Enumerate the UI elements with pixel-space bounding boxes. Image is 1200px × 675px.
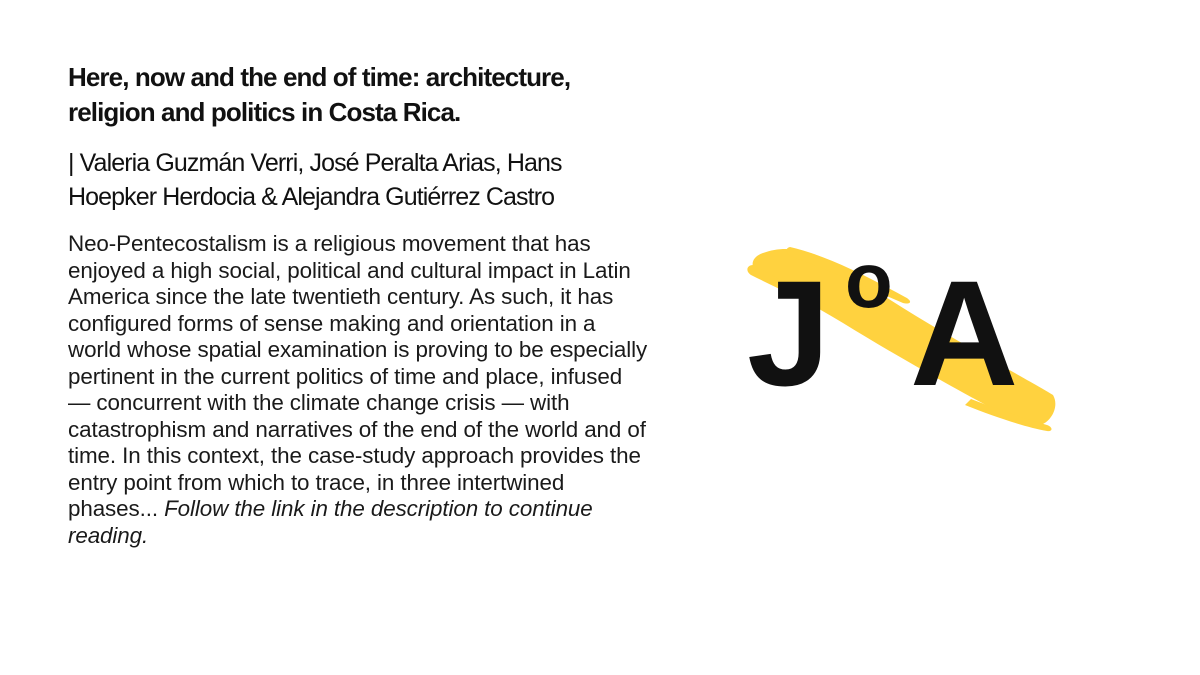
abstract-body: Neo-Pentecostalism is a religious movement that has enjoyed a high social, political and cultural impact in Latin America since the late twentieth century. As such, it has configured forms of sense making and orientation in a world whose spatial examination is proving to be especially pertinent in the current politics of time and place, infused — concurrent with the climate change crisis — with catastrophism and narratives of the end of the world and of time. In this context, the case-study approach provides the entry point from which to trace, in three intertwined phases... (68, 231, 648, 521)
logo-letter-o: o (845, 236, 893, 324)
article-text-column (68, 60, 648, 549)
article-title: Here, now and the end of time: architecture, religion and politics in Costa Rica. (68, 62, 571, 127)
logo-letter-j: J (747, 249, 831, 417)
continue-reading-note: Follow the link in the description to continue reading. (68, 496, 593, 548)
joa-logo (735, 235, 1065, 435)
joa-logo-graphic (735, 235, 1065, 435)
article-authors: | Valeria Guzmán Verri, José Peralta Arias, Hans Hoepker Herdocia & Alejandra Gutiérrez Castro (68, 149, 562, 211)
logo-letter-a: A (910, 249, 1019, 417)
article-abstract (68, 231, 648, 549)
